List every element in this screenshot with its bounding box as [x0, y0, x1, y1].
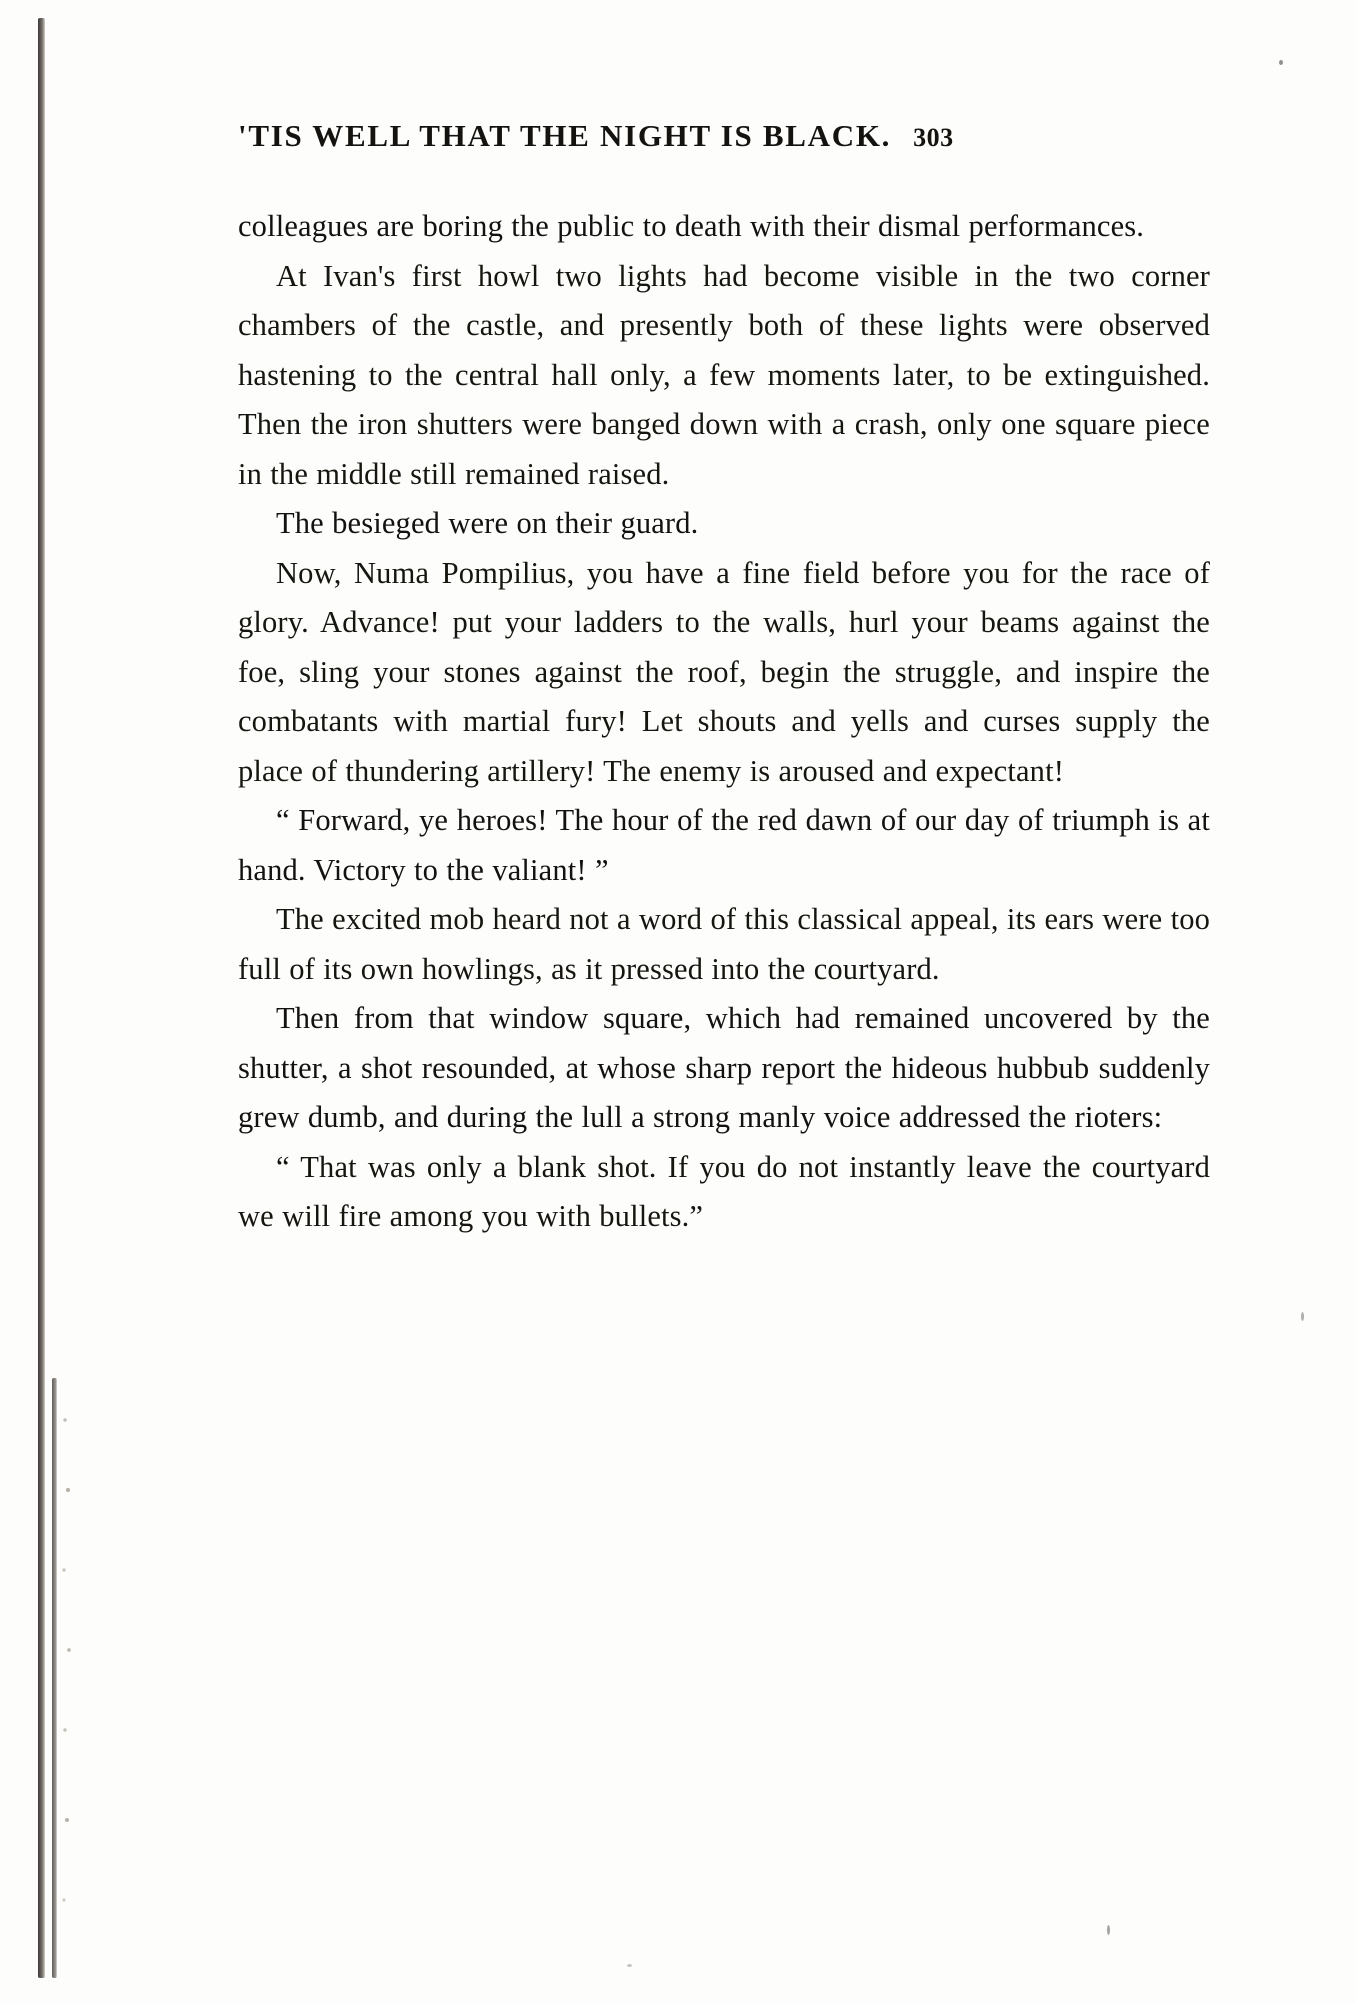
scan-fleck — [627, 1964, 632, 1967]
running-head-title: 'TIS WELL THAT THE NIGHT IS BLACK. — [238, 118, 892, 153]
scan-fleck — [1301, 1312, 1304, 1321]
running-head — [238, 118, 1210, 154]
scan-speckle-artifact — [62, 1400, 72, 1960]
page-binding-edge — [38, 18, 45, 1978]
scan-fleck — [1107, 1925, 1110, 1935]
paragraph: The besieged were on their guard. — [276, 506, 699, 540]
scan-fleck — [1279, 60, 1283, 65]
paragraph: colleagues are boring the public to death with their dismal performances. — [238, 209, 1145, 243]
paragraph: The excited mob heard not a word of this classical appeal, its ears were too full of its own howlings, as it pressed into the courtyard. — [238, 902, 1210, 986]
paragraph: At Ivan's first howl two lights had become visible in the two corner chambers of the castle, and presently both of these lights were observed hastening to the central hall only, a few moments later, to be extinguished. Then the iron shutters were banged down with a crash, only one square piece in the middle still remained raised. — [238, 258, 1210, 491]
paragraph: “ Forward, ye heroes! The hour of the red dawn of our day of triumph is at hand. Victory to the valiant! ” — [238, 803, 1210, 887]
page-content — [238, 118, 1210, 1242]
page-number: 303 — [913, 123, 954, 152]
paragraph: Now, Numa Pompilius, you have a fine field before you for the race of glory. Advance! put your ladders to the walls, hurl your beams against the foe, sling your stones against the roof, begin the struggle, and inspire the combatants with martial fury! Let shouts and yells and curses supply the place of thundering artillery! The enemy is aroused and expectant! — [238, 555, 1210, 788]
body-text — [238, 202, 1210, 1242]
paragraph: Then from that window square, which had remained uncovered by the shutter, a shot resounded, at whose sharp report the hideous hubbub suddenly grew dumb, and during the lull a strong manly voice addressed the rioters: — [238, 1001, 1210, 1134]
page-binding-edge-secondary — [52, 1378, 57, 1978]
paragraph: “ That was only a blank shot. If you do not instantly leave the courtyard we will fire among you with bullets.” — [238, 1149, 1210, 1233]
